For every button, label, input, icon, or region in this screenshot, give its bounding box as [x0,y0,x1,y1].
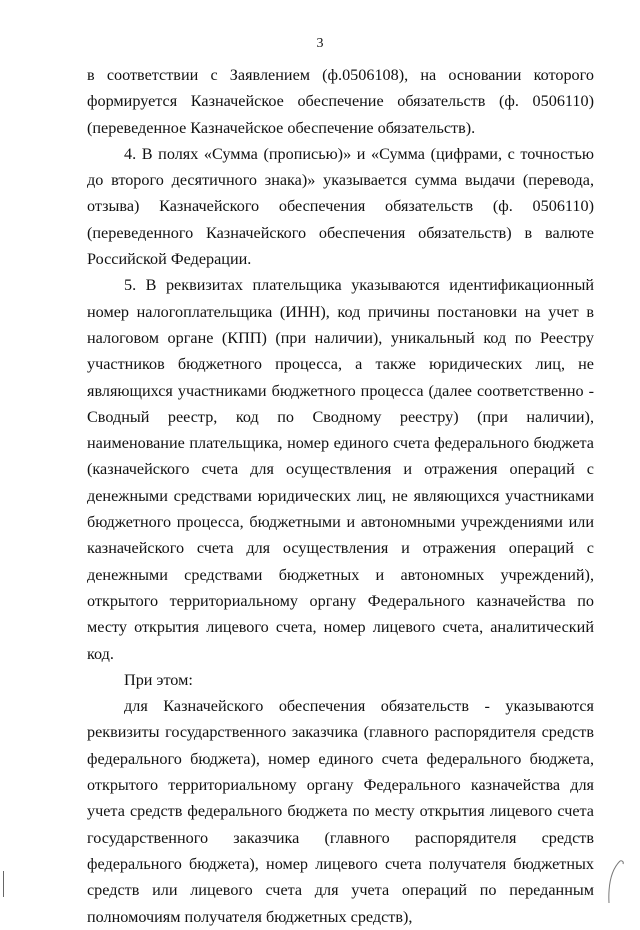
scan-edge-line [3,871,4,897]
paragraph-item-4: 4. В полях «Сумма (прописью)» и «Сумма (цифрами, с точностью до второго десятичного знака)» указывается сумма выдачи (перевода, отзыва) Казначейского обеспечения обязательств (ф. 0506110) (переведенного Казначейского обеспечения обязательств) в валюте Российской Федерации. [87,144,594,269]
document-body [87,62,594,930]
paragraph-note-intro: При этом: [124,670,193,689]
paragraph-item-5: 5. В реквизитах плательщика указываются идентификационный номер налогоплательщика (ИНН), код причины постановки на учет в налоговом органе (КПП) (при наличии), уникальный код по Реестру участников бюджетного процесса, а также юридических лиц, не являющихся участниками бюджетного процесса (далее соответственно - Сводный реестр, код по Сводному реестру) (при наличии), наименование плательщика, номер единого счета федерального бюджета (казначейского счета для осуществления и отражения операций с денежными средствами юридических лиц, не являющихся участниками бюджетного процесса, бюджетными и автономными учреждениями или казначейского счета для осуществления и отражения операций с денежными средствами бюджетных и автономных учреждений), открытого территориальному органу Федерального казначейства по месту открытия лицевого счета, номер лицевого счета, аналитический код. [87,276,594,663]
paragraph-continuation: в соответствии с Заявлением (ф.0506108), на основании которого формируется Казначейское обеспечение обязательств (ф. 0506110) (переведенное Казначейское обеспечение обязательств). [87,66,594,137]
page-number: 3 [316,36,324,51]
paragraph-obligations: для Казначейского обеспечения обязательств - указываются реквизиты государственного заказчика (главного распорядителя средств федерального бюджета), номер единого счета федерального бюджета, открытого территориальному органу Федерального казначейства для учета средств федерального бюджета по месту открытия лицевого счета государственного заказчика (главного распорядителя средств федерального бюджета), номер лицевого счета получателя бюджетных средств или лицевого счета для учета операций по переданным полномочиям получателя бюджетных средств), [87,697,594,926]
margin-stroke-mark [600,859,626,905]
